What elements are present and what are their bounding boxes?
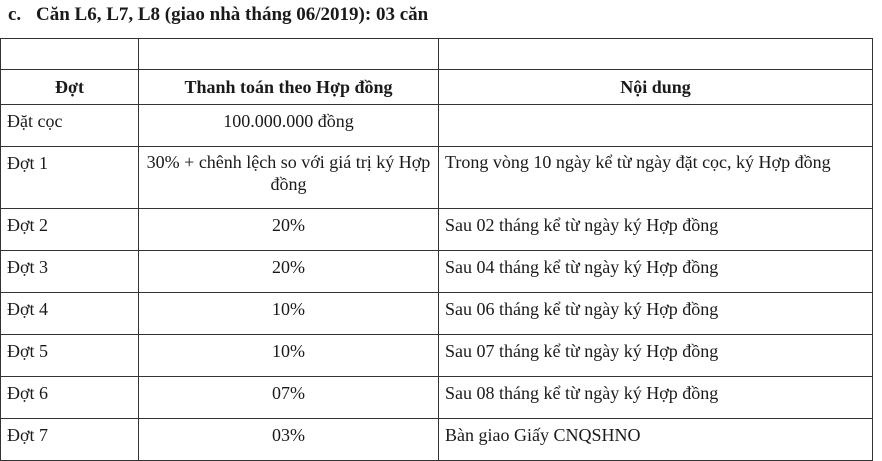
table-row [1,251,873,293]
table-row [1,209,873,251]
cell-dot: Đợt 7 [1,419,139,461]
cell-content: Sau 07 tháng kể từ ngày ký Hợp đồng [439,335,873,377]
blank-row [1,39,873,70]
header-dot: Đợt [1,70,139,105]
table-row [1,293,873,335]
blank-cell [1,39,139,70]
cell-dot: Đợt 2 [1,209,139,251]
cell-content: Trong vòng 10 ngày kể từ ngày đặt cọc, ký Hợp đồng [439,147,873,209]
cell-content: Sau 02 tháng kể từ ngày ký Hợp đồng [439,209,873,251]
cell-dot: Đặt cọc [1,105,139,147]
cell-dot: Đợt 4 [1,293,139,335]
cell-payment: 30% + chênh lệch so với giá trị ký Hợp đồng [139,147,439,209]
cell-dot: Đợt 3 [1,251,139,293]
blank-cell [139,39,439,70]
table-row [1,147,873,209]
header-row [1,70,873,105]
cell-content: Bàn giao Giấy CNQSHNO [439,419,873,461]
blank-cell [439,39,873,70]
payment-schedule-table [0,38,873,461]
section-title: Căn L6, L7, L8 (giao nhà tháng 06/2019): 03 căn [36,4,429,25]
cell-payment: 20% [139,251,439,293]
table-row [1,419,873,461]
cell-payment: 10% [139,293,439,335]
cell-payment: 10% [139,335,439,377]
cell-dot: Đợt 1 [1,147,139,209]
cell-content [439,105,873,147]
section-heading [8,4,428,26]
table-row [1,105,873,147]
table-row [1,377,873,419]
cell-content: Sau 06 tháng kể từ ngày ký Hợp đồng [439,293,873,335]
cell-content: Sau 04 tháng kể từ ngày ký Hợp đồng [439,251,873,293]
cell-dot: Đợt 5 [1,335,139,377]
cell-content: Sau 08 tháng kể từ ngày ký Hợp đồng [439,377,873,419]
cell-payment: 07% [139,377,439,419]
header-content: Nội dung [439,70,873,105]
cell-payment: 20% [139,209,439,251]
cell-payment: 100.000.000 đồng [139,105,439,147]
table-row [1,335,873,377]
header-payment: Thanh toán theo Hợp đồng [139,70,439,105]
cell-dot: Đợt 6 [1,377,139,419]
section-letter: c. [8,4,22,25]
cell-payment: 03% [139,419,439,461]
